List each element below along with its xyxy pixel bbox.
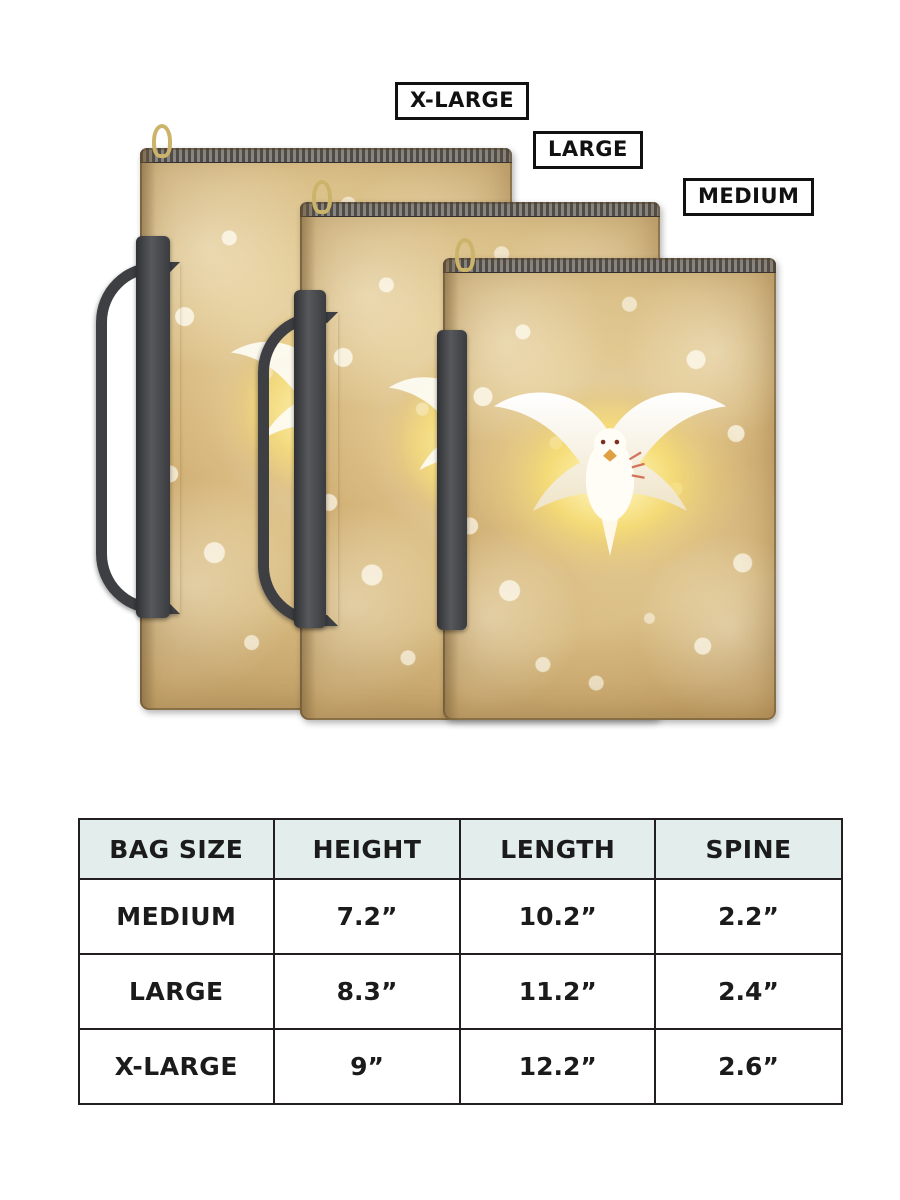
cell-length-xlarge: 12.2” [460, 1029, 655, 1104]
cell-length-medium: 10.2” [460, 879, 655, 954]
size-callout-large: LARGE [533, 131, 643, 169]
column-header-bag-size: BAG SIZE [79, 819, 274, 879]
table-header-row [79, 819, 842, 879]
zipper-medium [443, 258, 776, 273]
cell-height-medium: 7.2” [274, 879, 461, 954]
zipper-pull-medium [455, 238, 475, 272]
table-row [79, 879, 842, 954]
size-chart-table [78, 818, 843, 1105]
grip-tab-xlarge [136, 236, 170, 618]
cell-size-xlarge: X-LARGE [79, 1029, 274, 1104]
bag-medium [443, 258, 776, 720]
table-row [79, 1029, 842, 1104]
column-header-spine: SPINE [655, 819, 842, 879]
cell-size-medium: MEDIUM [79, 879, 274, 954]
zipper-xlarge [140, 148, 512, 163]
size-callout-xlarge: X-LARGE [395, 82, 529, 120]
zipper-pull-xlarge [152, 124, 172, 158]
cell-height-large: 8.3” [274, 954, 461, 1029]
cell-spine-xlarge: 2.6” [655, 1029, 842, 1104]
column-header-height: HEIGHT [274, 819, 461, 879]
grip-tab-medium [437, 330, 467, 630]
size-callout-medium: MEDIUM [683, 178, 814, 216]
cell-length-large: 11.2” [460, 954, 655, 1029]
cell-size-large: LARGE [79, 954, 274, 1029]
cell-spine-large: 2.4” [655, 954, 842, 1029]
cell-spine-medium: 2.2” [655, 879, 842, 954]
zipper-pull-large [312, 180, 332, 214]
dove-artwork-medium [465, 353, 755, 588]
column-header-length: LENGTH [460, 819, 655, 879]
size-chart [78, 818, 843, 1105]
grip-tab-large [294, 290, 326, 628]
zipper-large [300, 202, 660, 217]
cell-height-xlarge: 9” [274, 1029, 461, 1104]
table-row [79, 954, 842, 1029]
